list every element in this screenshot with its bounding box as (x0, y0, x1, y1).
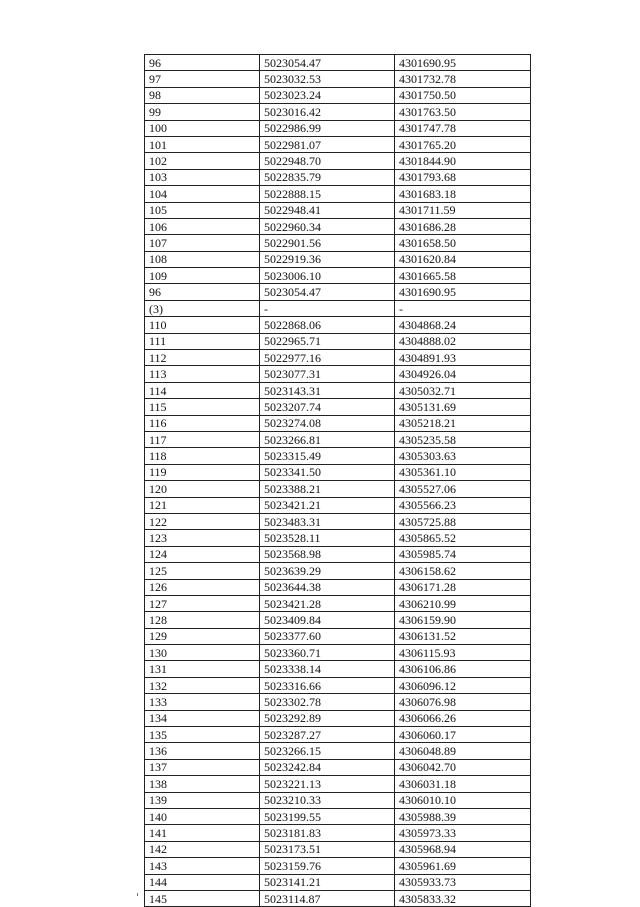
y-coordinate-cell: 4301793.68 (395, 169, 531, 185)
table-row (145, 448, 531, 464)
x-coordinate-cell: - (260, 300, 395, 316)
y-coordinate-cell: 4301747.78 (395, 120, 531, 136)
table-row (145, 202, 531, 218)
y-coordinate-cell: 4306096.12 (395, 677, 531, 693)
x-coordinate-cell: 5023173.51 (260, 841, 395, 857)
x-coordinate-cell: 5023199.55 (260, 808, 395, 824)
point-number-cell: 96 (145, 55, 260, 71)
x-coordinate-cell: 5023054.47 (260, 55, 395, 71)
point-number-cell: 122 (145, 513, 260, 529)
table-row (145, 415, 531, 431)
x-coordinate-cell: 5023006.10 (260, 268, 395, 284)
y-coordinate-cell: 4305218.21 (395, 415, 531, 431)
point-number-cell: 129 (145, 628, 260, 644)
y-coordinate-cell: 4301683.18 (395, 186, 531, 202)
point-number-cell: (3) (145, 300, 260, 316)
y-coordinate-cell: 4305968.94 (395, 841, 531, 857)
table-row (145, 677, 531, 693)
x-coordinate-cell: 5023114.87 (260, 890, 395, 906)
y-coordinate-cell: 4306115.93 (395, 645, 531, 661)
table-row (145, 825, 531, 841)
x-coordinate-cell: 5022981.07 (260, 136, 395, 152)
y-coordinate-cell: 4306076.98 (395, 694, 531, 710)
x-coordinate-cell: 5023360.71 (260, 645, 395, 661)
x-coordinate-cell: 5022919.36 (260, 251, 395, 267)
x-coordinate-cell: 5023287.27 (260, 727, 395, 743)
table-row (145, 710, 531, 726)
point-number-cell: 111 (145, 333, 260, 349)
y-coordinate-cell: 4301750.50 (395, 87, 531, 103)
x-coordinate-cell: 5023639.29 (260, 563, 395, 579)
y-coordinate-cell: 4305973.33 (395, 825, 531, 841)
x-coordinate-cell: 5023181.83 (260, 825, 395, 841)
table-row (145, 235, 531, 251)
x-coordinate-cell: 5023315.49 (260, 448, 395, 464)
y-coordinate-cell: 4304926.04 (395, 366, 531, 382)
y-coordinate-cell: 4301620.84 (395, 251, 531, 267)
point-number-cell: 113 (145, 366, 260, 382)
y-coordinate-cell: 4306010.10 (395, 792, 531, 808)
table-row (145, 284, 531, 300)
table-row (145, 333, 531, 349)
point-number-cell: 138 (145, 776, 260, 792)
x-coordinate-cell: 5022977.16 (260, 350, 395, 366)
x-coordinate-cell: 5023483.31 (260, 513, 395, 529)
table-row (145, 579, 531, 595)
point-number-cell: 98 (145, 87, 260, 103)
x-coordinate-cell: 5023409.84 (260, 612, 395, 628)
y-coordinate-cell: 4305985.74 (395, 546, 531, 562)
point-number-cell: 102 (145, 153, 260, 169)
point-number-cell: 123 (145, 530, 260, 546)
y-coordinate-cell: 4305833.32 (395, 890, 531, 906)
table-row (145, 431, 531, 447)
page-speck (137, 893, 138, 896)
point-number-cell: 131 (145, 661, 260, 677)
point-number-cell: 136 (145, 743, 260, 759)
table-row (145, 120, 531, 136)
y-coordinate-cell: 4306042.70 (395, 759, 531, 775)
x-coordinate-cell: 5022901.56 (260, 235, 395, 251)
table-row (145, 300, 531, 316)
table-row (145, 513, 531, 529)
y-coordinate-cell: 4301658.50 (395, 235, 531, 251)
y-coordinate-cell: 4304868.24 (395, 317, 531, 333)
table-row (145, 350, 531, 366)
table-row (145, 808, 531, 824)
point-number-cell: 145 (145, 890, 260, 906)
point-number-cell: 134 (145, 710, 260, 726)
point-number-cell: 125 (145, 563, 260, 579)
point-number-cell: 128 (145, 612, 260, 628)
point-number-cell: 130 (145, 645, 260, 661)
point-number-cell: 117 (145, 431, 260, 447)
y-coordinate-cell: 4306048.89 (395, 743, 531, 759)
point-number-cell: 141 (145, 825, 260, 841)
table-row (145, 563, 531, 579)
table-row (145, 743, 531, 759)
table-row (145, 399, 531, 415)
y-coordinate-cell: 4305725.88 (395, 513, 531, 529)
x-coordinate-cell: 5023644.38 (260, 579, 395, 595)
x-coordinate-cell: 5023143.31 (260, 382, 395, 398)
table-row (145, 661, 531, 677)
y-coordinate-cell: 4305131.69 (395, 399, 531, 415)
table-row (145, 218, 531, 234)
table-row (145, 612, 531, 628)
point-number-cell: 99 (145, 104, 260, 120)
table-row (145, 628, 531, 644)
x-coordinate-cell: 5023528.11 (260, 530, 395, 546)
x-coordinate-cell: 5022948.41 (260, 202, 395, 218)
point-number-cell: 120 (145, 481, 260, 497)
table-row (145, 792, 531, 808)
point-number-cell: 140 (145, 808, 260, 824)
x-coordinate-cell: 5023316.66 (260, 677, 395, 693)
x-coordinate-cell: 5023302.78 (260, 694, 395, 710)
point-number-cell: 101 (145, 136, 260, 152)
y-coordinate-cell: 4301844.90 (395, 153, 531, 169)
table-row (145, 55, 531, 71)
table-row (145, 251, 531, 267)
x-coordinate-cell: 5022965.71 (260, 333, 395, 349)
point-number-cell: 132 (145, 677, 260, 693)
y-coordinate-cell: 4306158.62 (395, 563, 531, 579)
table-row (145, 645, 531, 661)
x-coordinate-cell: 5022888.15 (260, 186, 395, 202)
y-coordinate-cell: 4305235.58 (395, 431, 531, 447)
y-coordinate-cell: 4305933.73 (395, 874, 531, 890)
point-number-cell: 116 (145, 415, 260, 431)
y-coordinate-cell: - (395, 300, 531, 316)
table-row (145, 136, 531, 152)
table-row (145, 366, 531, 382)
y-coordinate-cell: 4305527.06 (395, 481, 531, 497)
point-number-cell: 133 (145, 694, 260, 710)
table-row (145, 186, 531, 202)
table-row (145, 874, 531, 890)
point-number-cell: 142 (145, 841, 260, 857)
y-coordinate-cell: 4306210.99 (395, 595, 531, 611)
x-coordinate-cell: 5023023.24 (260, 87, 395, 103)
table-row (145, 382, 531, 398)
y-coordinate-cell: 4301763.50 (395, 104, 531, 120)
y-coordinate-cell: 4306060.17 (395, 727, 531, 743)
x-coordinate-cell: 5023568.98 (260, 546, 395, 562)
table-row (145, 858, 531, 874)
x-coordinate-cell: 5023242.84 (260, 759, 395, 775)
y-coordinate-cell: 4304891.93 (395, 350, 531, 366)
x-coordinate-cell: 5022960.34 (260, 218, 395, 234)
coordinate-table-body (145, 55, 531, 907)
point-number-cell: 144 (145, 874, 260, 890)
point-number-cell: 97 (145, 71, 260, 87)
x-coordinate-cell: 5022868.06 (260, 317, 395, 333)
point-number-cell: 100 (145, 120, 260, 136)
point-number-cell: 118 (145, 448, 260, 464)
y-coordinate-cell: 4305961.69 (395, 858, 531, 874)
table-row (145, 317, 531, 333)
point-number-cell: 127 (145, 595, 260, 611)
table-row (145, 727, 531, 743)
table-row (145, 87, 531, 103)
table-row (145, 776, 531, 792)
x-coordinate-cell: 5022948.70 (260, 153, 395, 169)
table-row (145, 595, 531, 611)
table-row (145, 104, 531, 120)
x-coordinate-cell: 5023016.42 (260, 104, 395, 120)
x-coordinate-cell: 5023274.08 (260, 415, 395, 431)
table-row (145, 268, 531, 284)
point-number-cell: 137 (145, 759, 260, 775)
y-coordinate-cell: 4301686.28 (395, 218, 531, 234)
x-coordinate-cell: 5023207.74 (260, 399, 395, 415)
x-coordinate-cell: 5023077.31 (260, 366, 395, 382)
x-coordinate-cell: 5023221.13 (260, 776, 395, 792)
table-row (145, 530, 531, 546)
x-coordinate-cell: 5023421.28 (260, 595, 395, 611)
point-number-cell: 110 (145, 317, 260, 333)
y-coordinate-cell: 4305361.10 (395, 464, 531, 480)
x-coordinate-cell: 5022986.99 (260, 120, 395, 136)
point-number-cell: 106 (145, 218, 260, 234)
y-coordinate-cell: 4305032.71 (395, 382, 531, 398)
point-number-cell: 104 (145, 186, 260, 202)
x-coordinate-cell: 5023210.33 (260, 792, 395, 808)
y-coordinate-cell: 4301765.20 (395, 136, 531, 152)
point-number-cell: 126 (145, 579, 260, 595)
point-number-cell: 139 (145, 792, 260, 808)
point-number-cell: 124 (145, 546, 260, 562)
x-coordinate-cell: 5023054.47 (260, 284, 395, 300)
table-row (145, 694, 531, 710)
point-number-cell: 109 (145, 268, 260, 284)
point-number-cell: 112 (145, 350, 260, 366)
y-coordinate-cell: 4301665.58 (395, 268, 531, 284)
x-coordinate-cell: 5023292.89 (260, 710, 395, 726)
y-coordinate-cell: 4301711.59 (395, 202, 531, 218)
y-coordinate-cell: 4305303.63 (395, 448, 531, 464)
table-row (145, 841, 531, 857)
table-row (145, 71, 531, 87)
point-number-cell: 121 (145, 497, 260, 513)
y-coordinate-cell: 4301690.95 (395, 284, 531, 300)
point-number-cell: 135 (145, 727, 260, 743)
table-row (145, 481, 531, 497)
x-coordinate-cell: 5023338.14 (260, 661, 395, 677)
x-coordinate-cell: 5023141.21 (260, 874, 395, 890)
point-number-cell: 105 (145, 202, 260, 218)
table-row (145, 464, 531, 480)
point-number-cell: 96 (145, 284, 260, 300)
y-coordinate-cell: 4305865.52 (395, 530, 531, 546)
y-coordinate-cell: 4301732.78 (395, 71, 531, 87)
x-coordinate-cell: 5023266.15 (260, 743, 395, 759)
y-coordinate-cell: 4304888.02 (395, 333, 531, 349)
point-number-cell: 115 (145, 399, 260, 415)
x-coordinate-cell: 5023032.53 (260, 71, 395, 87)
y-coordinate-cell: 4305566.23 (395, 497, 531, 513)
y-coordinate-cell: 4306031.18 (395, 776, 531, 792)
point-number-cell: 119 (145, 464, 260, 480)
table-row (145, 890, 531, 906)
x-coordinate-cell: 5023388.21 (260, 481, 395, 497)
y-coordinate-cell: 4306159.90 (395, 612, 531, 628)
y-coordinate-cell: 4306131.52 (395, 628, 531, 644)
y-coordinate-cell: 4306171.28 (395, 579, 531, 595)
y-coordinate-cell: 4301690.95 (395, 55, 531, 71)
point-number-cell: 114 (145, 382, 260, 398)
y-coordinate-cell: 4306106.86 (395, 661, 531, 677)
x-coordinate-cell: 5023341.50 (260, 464, 395, 480)
table-row (145, 759, 531, 775)
y-coordinate-cell: 4306066.26 (395, 710, 531, 726)
point-number-cell: 103 (145, 169, 260, 185)
point-number-cell: 143 (145, 858, 260, 874)
table-row (145, 153, 531, 169)
x-coordinate-cell: 5023266.81 (260, 431, 395, 447)
x-coordinate-cell: 5022835.79 (260, 169, 395, 185)
coordinate-table (144, 54, 531, 907)
table-row (145, 169, 531, 185)
table-row (145, 546, 531, 562)
x-coordinate-cell: 5023377.60 (260, 628, 395, 644)
x-coordinate-cell: 5023421.21 (260, 497, 395, 513)
y-coordinate-cell: 4305988.39 (395, 808, 531, 824)
x-coordinate-cell: 5023159.76 (260, 858, 395, 874)
table-row (145, 497, 531, 513)
point-number-cell: 107 (145, 235, 260, 251)
point-number-cell: 108 (145, 251, 260, 267)
